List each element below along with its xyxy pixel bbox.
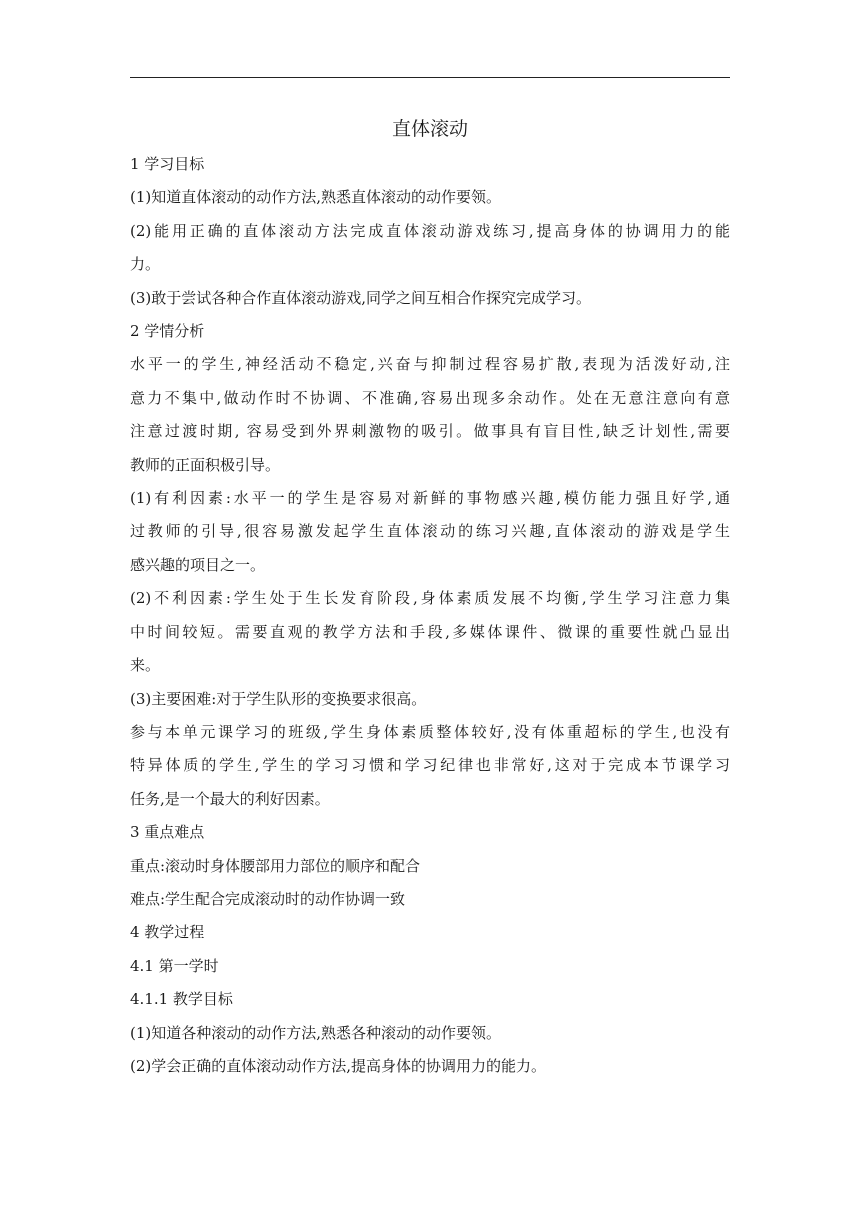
paragraph-line: (2)学会正确的直体滚动动作方法,提高身体的协调用力的能力。 xyxy=(130,1056,547,1075)
section-heading-student-analysis: 2 学情分析 xyxy=(130,322,205,341)
document-title: 直体滚动 xyxy=(391,118,468,140)
paragraph-line: (2)不利因素:学生处于生长发育阶段,身体素质发展不均衡,学生学习注意力集 xyxy=(130,589,730,608)
header-rule xyxy=(130,77,730,78)
paragraph-line: (1)知道各种滚动的动作方法,熟悉各种滚动的动作要领。 xyxy=(130,1023,502,1042)
paragraph-line: 过教师的引导,很容易激发起学生直体滚动的练习兴趣,直体滚动的游戏是学生 xyxy=(130,522,730,541)
paragraph-line: 意力不集中,做动作时不协调、不准确,容易出现多余动作。处在无意注意向有意 xyxy=(130,388,730,407)
paragraph-line: 感兴趣的项目之一。 xyxy=(130,555,266,574)
document-body xyxy=(130,112,730,1083)
paragraph-line: 教师的正面积极引导。 xyxy=(130,455,281,474)
paragraph-line: 注意过渡时期, 容易受到外界刺激物的吸引。做事具有盲目性,缺乏计划性,需要 xyxy=(130,422,730,441)
subsection-heading: 4.1.1 教学目标 xyxy=(130,990,233,1009)
paragraph-line: 来。 xyxy=(130,656,161,675)
paragraph-line: (3)主要困难:对于学生队形的变换要求很高。 xyxy=(130,689,427,708)
paragraph-line: 难点:学生配合完成滚动时的动作协调一致 xyxy=(130,889,406,908)
paragraph-line: 任务,是一个最大的利好因素。 xyxy=(130,789,330,808)
paragraph-line: 中时间较短。需要直观的教学方法和手段,多媒体课件、微课的重要性就凸显出 xyxy=(130,622,730,641)
paragraph-line: 水平一的学生,神经活动不稳定,兴奋与抑制过程容易扩散,表现为活泼好动,注 xyxy=(130,355,730,374)
paragraph-line: 特异体质的学生,学生的学习习惯和学习纪律也非常好,这对于完成本节课学习 xyxy=(130,756,730,775)
section-heading-teaching-process: 4 教学过程 xyxy=(130,923,205,942)
paragraph-line: (3)敢于尝试各种合作直体滚动游戏,同学之间互相合作探究完成学习。 xyxy=(130,288,592,307)
paragraph-line: (2)能用正确的直体滚动方法完成直体滚动游戏练习,提高身体的协调用力的能 xyxy=(130,221,730,240)
paragraph-line: 重点:滚动时身体腰部用力部位的顺序和配合 xyxy=(130,856,421,875)
section-heading-key-points: 3 重点难点 xyxy=(130,823,205,842)
section-heading-learning-goals: 1 学习目标 xyxy=(130,155,205,173)
subsection-heading: 4.1 第一学时 xyxy=(130,956,219,975)
paragraph-line: 力。 xyxy=(130,255,161,274)
paragraph-line: 参与本单元课学习的班级,学生身体素质整体较好,没有体重超标的学生,也没有 xyxy=(130,722,730,741)
paragraph-line: (1)有利因素:水平一的学生是容易对新鲜的事物感兴趣,模仿能力强且好学,通 xyxy=(130,489,730,508)
paragraph-line: (1)知道直体滚动的动作方法,熟悉直体滚动的动作要领。 xyxy=(130,188,502,207)
